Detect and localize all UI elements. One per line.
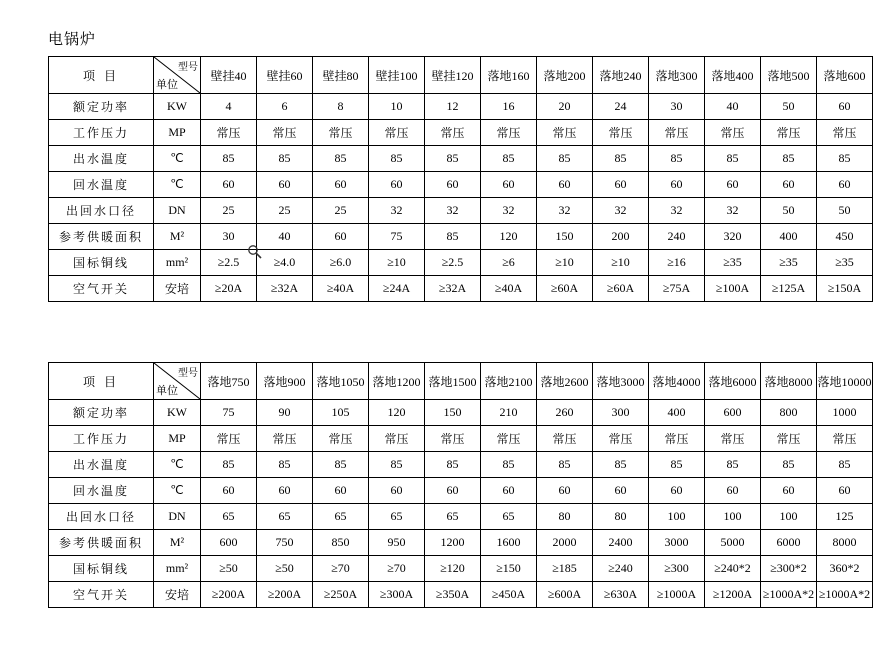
data-cell: ≥240: [593, 556, 649, 582]
data-cell: 常压: [313, 120, 369, 146]
data-cell: ≥450A: [481, 582, 537, 608]
data-cell: 360*2: [817, 556, 873, 582]
data-cell: 常压: [817, 426, 873, 452]
data-cell: 60: [313, 478, 369, 504]
model-header-cell: 壁挂80: [313, 57, 369, 94]
data-cell: 常压: [649, 426, 705, 452]
data-cell: 25: [257, 198, 313, 224]
data-cell: 60: [201, 172, 257, 198]
data-cell: 65: [425, 504, 481, 530]
data-cell: 32: [537, 198, 593, 224]
model-header-cell: 落地160: [481, 57, 537, 94]
data-cell: 常压: [201, 120, 257, 146]
data-cell: 240: [649, 224, 705, 250]
data-cell: 常压: [537, 120, 593, 146]
data-cell: ≥35: [817, 250, 873, 276]
spec-table-1-body: [49, 57, 873, 302]
row-item-label: 出回水口径: [49, 198, 154, 224]
data-cell: 4: [201, 94, 257, 120]
data-cell: 32: [593, 198, 649, 224]
row-unit-label: ℃: [154, 172, 201, 198]
data-cell: ≥70: [369, 556, 425, 582]
model-header-cell: 落地1500: [425, 363, 481, 400]
data-cell: ≥35: [705, 250, 761, 276]
table-row: [49, 224, 873, 250]
model-header-cell: 落地8000: [761, 363, 817, 400]
data-cell: 200: [593, 224, 649, 250]
data-cell: ≥70: [313, 556, 369, 582]
data-cell: 常压: [257, 426, 313, 452]
data-cell: 60: [425, 478, 481, 504]
data-cell: ≥240*2: [705, 556, 761, 582]
table-row: [49, 120, 873, 146]
data-cell: 40: [705, 94, 761, 120]
data-cell: 85: [481, 146, 537, 172]
data-cell: 1000: [817, 400, 873, 426]
data-cell: 100: [761, 504, 817, 530]
row-unit-label: mm²: [154, 250, 201, 276]
row-item-label: 空气开关: [49, 582, 154, 608]
row-item-label: 参考供暖面积: [49, 224, 154, 250]
data-cell: ≥32A: [425, 276, 481, 302]
data-cell: ≥60A: [593, 276, 649, 302]
data-cell: 32: [369, 198, 425, 224]
spec-table-2: [48, 362, 873, 608]
data-cell: 常压: [369, 426, 425, 452]
data-cell: 60: [537, 172, 593, 198]
data-cell: 25: [313, 198, 369, 224]
data-cell: 125: [817, 504, 873, 530]
table-row: [49, 172, 873, 198]
model-header-cell: 落地400: [705, 57, 761, 94]
data-cell: ≥200A: [201, 582, 257, 608]
data-cell: 65: [257, 504, 313, 530]
row-item-label: 国标铜线: [49, 250, 154, 276]
header-unit-model-cell: [154, 57, 201, 94]
data-cell: 常压: [201, 426, 257, 452]
data-cell: 30: [649, 94, 705, 120]
data-cell: ≥300: [649, 556, 705, 582]
model-header-cell: 落地2100: [481, 363, 537, 400]
data-cell: ≥630A: [593, 582, 649, 608]
row-item-label: 回水温度: [49, 172, 154, 198]
data-cell: 60: [481, 478, 537, 504]
data-cell: ≥250A: [313, 582, 369, 608]
row-unit-label: KW: [154, 94, 201, 120]
model-header-cell: 落地300: [649, 57, 705, 94]
header-unit-model-cell: [154, 363, 201, 400]
row-unit-label: DN: [154, 198, 201, 224]
data-cell: ≥40A: [313, 276, 369, 302]
data-cell: 150: [537, 224, 593, 250]
header-item-label: 项 目: [82, 68, 119, 83]
table-row: [49, 504, 873, 530]
model-header-cell: 落地4000: [649, 363, 705, 400]
data-cell: 85: [705, 146, 761, 172]
data-cell: 60: [425, 172, 481, 198]
data-cell: 85: [481, 452, 537, 478]
data-cell: ≥32A: [257, 276, 313, 302]
data-cell: 常压: [761, 426, 817, 452]
model-header-cell: 落地10000: [817, 363, 873, 400]
data-cell: 450: [817, 224, 873, 250]
data-cell: 10: [369, 94, 425, 120]
data-cell: 32: [649, 198, 705, 224]
page-title: 电锅炉: [48, 32, 97, 49]
data-cell: 85: [649, 452, 705, 478]
data-cell: 6000: [761, 530, 817, 556]
data-cell: 85: [313, 452, 369, 478]
row-item-label: 工作压力: [49, 120, 154, 146]
data-cell: 常压: [481, 120, 537, 146]
data-cell: ≥300*2: [761, 556, 817, 582]
data-cell: 750: [257, 530, 313, 556]
table-row: [49, 276, 873, 302]
table-row: [49, 478, 873, 504]
data-cell: 60: [201, 478, 257, 504]
data-cell: 40: [257, 224, 313, 250]
spec-table-1-container: [48, 56, 873, 302]
data-cell: 85: [761, 452, 817, 478]
table-header-row: [49, 363, 873, 400]
data-cell: 常压: [593, 120, 649, 146]
data-cell: 320: [705, 224, 761, 250]
data-cell: 85: [425, 224, 481, 250]
table-row: [49, 452, 873, 478]
row-item-label: 回水温度: [49, 478, 154, 504]
data-cell: 85: [817, 452, 873, 478]
data-cell: 60: [649, 478, 705, 504]
data-cell: 85: [201, 146, 257, 172]
data-cell: 60: [761, 172, 817, 198]
diagonal-divider-icon: [49, 57, 153, 93]
data-cell: 60: [313, 172, 369, 198]
data-cell: 400: [761, 224, 817, 250]
model-header-cell: 壁挂120: [425, 57, 481, 94]
data-cell: 65: [313, 504, 369, 530]
data-cell: ≥10: [593, 250, 649, 276]
data-cell: 100: [649, 504, 705, 530]
data-cell: 800: [761, 400, 817, 426]
data-cell: 32: [705, 198, 761, 224]
data-cell: 210: [481, 400, 537, 426]
table-row: [49, 400, 873, 426]
row-item-label: 出水温度: [49, 452, 154, 478]
data-cell: 20: [537, 94, 593, 120]
model-header-cell: 落地500: [761, 57, 817, 94]
row-item-label: 额定功率: [49, 94, 154, 120]
row-unit-label: mm²: [154, 556, 201, 582]
data-cell: 60: [761, 478, 817, 504]
header-unit-label: 单位: [156, 79, 178, 91]
model-header-cell: 落地1050: [313, 363, 369, 400]
data-cell: 950: [369, 530, 425, 556]
data-cell: ≥2.5: [425, 250, 481, 276]
data-cell: 60: [705, 172, 761, 198]
row-unit-label: 安培: [154, 276, 201, 302]
data-cell: 85: [593, 146, 649, 172]
table-row: [49, 146, 873, 172]
data-cell: ≥1000A*2: [817, 582, 873, 608]
data-cell: 6: [257, 94, 313, 120]
data-cell: 65: [481, 504, 537, 530]
data-cell: 85: [369, 146, 425, 172]
model-header-cell: 落地600: [817, 57, 873, 94]
data-cell: 300: [593, 400, 649, 426]
data-cell: ≥600A: [537, 582, 593, 608]
row-item-label: 参考供暖面积: [49, 530, 154, 556]
data-cell: 常压: [425, 426, 481, 452]
data-cell: 50: [761, 198, 817, 224]
table-row: [49, 556, 873, 582]
data-cell: 1200: [425, 530, 481, 556]
data-cell: ≥100A: [705, 276, 761, 302]
header-model-label: 型号: [178, 368, 198, 379]
data-cell: 60: [257, 478, 313, 504]
data-cell: ≥2.5: [201, 250, 257, 276]
row-unit-label: 安培: [154, 582, 201, 608]
data-cell: 常压: [649, 120, 705, 146]
data-cell: ≥150: [481, 556, 537, 582]
data-cell: 60: [257, 172, 313, 198]
data-cell: 85: [257, 452, 313, 478]
data-cell: 85: [257, 146, 313, 172]
data-cell: ≥125A: [761, 276, 817, 302]
model-header-cell: 壁挂100: [369, 57, 425, 94]
data-cell: 2000: [537, 530, 593, 556]
data-cell: ≥20A: [201, 276, 257, 302]
data-cell: 常压: [817, 120, 873, 146]
row-item-label: 国标铜线: [49, 556, 154, 582]
data-cell: 常压: [705, 120, 761, 146]
table-row: [49, 250, 873, 276]
data-cell: 常压: [425, 120, 481, 146]
header-unit-label: 单位: [156, 385, 178, 397]
data-cell: 常压: [761, 120, 817, 146]
header-item-label: 项 目: [82, 374, 119, 389]
data-cell: ≥24A: [369, 276, 425, 302]
data-cell: ≥4.0: [257, 250, 313, 276]
data-cell: ≥75A: [649, 276, 705, 302]
data-cell: 120: [481, 224, 537, 250]
data-cell: 100: [705, 504, 761, 530]
data-cell: 8: [313, 94, 369, 120]
data-cell: ≥10: [369, 250, 425, 276]
data-cell: ≥1200A: [705, 582, 761, 608]
data-cell: 75: [369, 224, 425, 250]
data-cell: ≥150A: [817, 276, 873, 302]
table-header-row: [49, 57, 873, 94]
data-cell: 8000: [817, 530, 873, 556]
table-row: [49, 530, 873, 556]
data-cell: 60: [649, 172, 705, 198]
data-cell: 16: [481, 94, 537, 120]
data-cell: 400: [649, 400, 705, 426]
model-header-cell: 落地3000: [593, 363, 649, 400]
data-cell: 常压: [705, 426, 761, 452]
data-cell: 80: [537, 504, 593, 530]
data-cell: 24: [593, 94, 649, 120]
spec-table-1: [48, 56, 873, 302]
data-cell: ≥6: [481, 250, 537, 276]
model-header-cell: 壁挂40: [201, 57, 257, 94]
table-row: [49, 94, 873, 120]
model-header-cell: 落地240: [593, 57, 649, 94]
row-unit-label: MP: [154, 120, 201, 146]
data-cell: 5000: [705, 530, 761, 556]
data-cell: 60: [313, 224, 369, 250]
data-cell: ≥350A: [425, 582, 481, 608]
data-cell: 常压: [481, 426, 537, 452]
data-cell: 60: [593, 172, 649, 198]
data-cell: 60: [817, 478, 873, 504]
header-model-label: 型号: [178, 62, 198, 73]
data-cell: 常压: [257, 120, 313, 146]
table-row: [49, 198, 873, 224]
data-cell: 85: [425, 452, 481, 478]
data-cell: 60: [705, 478, 761, 504]
data-cell: 60: [369, 478, 425, 504]
data-cell: 75: [201, 400, 257, 426]
data-cell: 50: [817, 198, 873, 224]
data-cell: ≥120: [425, 556, 481, 582]
data-cell: ≥50: [257, 556, 313, 582]
model-header-cell: 落地200: [537, 57, 593, 94]
data-cell: 85: [649, 146, 705, 172]
data-cell: 65: [369, 504, 425, 530]
row-unit-label: ℃: [154, 452, 201, 478]
data-cell: 85: [425, 146, 481, 172]
data-cell: 80: [593, 504, 649, 530]
data-cell: 常压: [369, 120, 425, 146]
data-cell: 120: [369, 400, 425, 426]
row-unit-label: KW: [154, 400, 201, 426]
data-cell: ≥1000A*2: [761, 582, 817, 608]
data-cell: 50: [761, 94, 817, 120]
data-cell: 105: [313, 400, 369, 426]
data-cell: 60: [481, 172, 537, 198]
data-cell: 85: [313, 146, 369, 172]
data-cell: 65: [201, 504, 257, 530]
data-cell: ≥10: [537, 250, 593, 276]
spec-table-2-container: [48, 362, 873, 608]
row-item-label: 额定功率: [49, 400, 154, 426]
table-row: [49, 426, 873, 452]
data-cell: 85: [593, 452, 649, 478]
data-cell: 85: [537, 146, 593, 172]
data-cell: 常压: [313, 426, 369, 452]
row-unit-label: M²: [154, 530, 201, 556]
data-cell: 90: [257, 400, 313, 426]
row-item-label: 出回水口径: [49, 504, 154, 530]
data-cell: 常压: [593, 426, 649, 452]
data-cell: 32: [481, 198, 537, 224]
header-item-cell: [49, 363, 154, 400]
data-cell: 12: [425, 94, 481, 120]
data-cell: ≥60A: [537, 276, 593, 302]
row-unit-label: MP: [154, 426, 201, 452]
data-cell: ≥40A: [481, 276, 537, 302]
data-cell: 1600: [481, 530, 537, 556]
data-cell: 85: [369, 452, 425, 478]
data-cell: 2400: [593, 530, 649, 556]
data-cell: 85: [705, 452, 761, 478]
data-cell: 32: [425, 198, 481, 224]
data-cell: 600: [201, 530, 257, 556]
data-cell: 85: [537, 452, 593, 478]
model-header-cell: 落地1200: [369, 363, 425, 400]
data-cell: 85: [761, 146, 817, 172]
row-item-label: 出水温度: [49, 146, 154, 172]
data-cell: 260: [537, 400, 593, 426]
model-header-cell: 落地2600: [537, 363, 593, 400]
data-cell: 3000: [649, 530, 705, 556]
data-cell: 60: [817, 94, 873, 120]
data-cell: 85: [201, 452, 257, 478]
data-cell: ≥50: [201, 556, 257, 582]
data-cell: 60: [537, 478, 593, 504]
data-cell: ≥300A: [369, 582, 425, 608]
data-cell: 60: [369, 172, 425, 198]
model-header-cell: 落地6000: [705, 363, 761, 400]
data-cell: ≥16: [649, 250, 705, 276]
data-cell: ≥35: [761, 250, 817, 276]
row-item-label: 空气开关: [49, 276, 154, 302]
data-cell: ≥1000A: [649, 582, 705, 608]
data-cell: 常压: [537, 426, 593, 452]
row-unit-label: DN: [154, 504, 201, 530]
row-unit-label: ℃: [154, 146, 201, 172]
model-header-cell: 壁挂60: [257, 57, 313, 94]
row-unit-label: M²: [154, 224, 201, 250]
data-cell: 60: [817, 172, 873, 198]
data-cell: 25: [201, 198, 257, 224]
row-item-label: 工作压力: [49, 426, 154, 452]
data-cell: 600: [705, 400, 761, 426]
table-row: [49, 582, 873, 608]
data-cell: 60: [593, 478, 649, 504]
data-cell: 850: [313, 530, 369, 556]
data-cell: 30: [201, 224, 257, 250]
model-header-cell: 落地750: [201, 363, 257, 400]
header-item-cell: [49, 57, 154, 94]
row-unit-label: ℃: [154, 478, 201, 504]
data-cell: ≥185: [537, 556, 593, 582]
data-cell: ≥200A: [257, 582, 313, 608]
data-cell: 85: [817, 146, 873, 172]
model-header-cell: 落地900: [257, 363, 313, 400]
spec-table-2-body: [49, 363, 873, 608]
data-cell: 150: [425, 400, 481, 426]
data-cell: ≥6.0: [313, 250, 369, 276]
